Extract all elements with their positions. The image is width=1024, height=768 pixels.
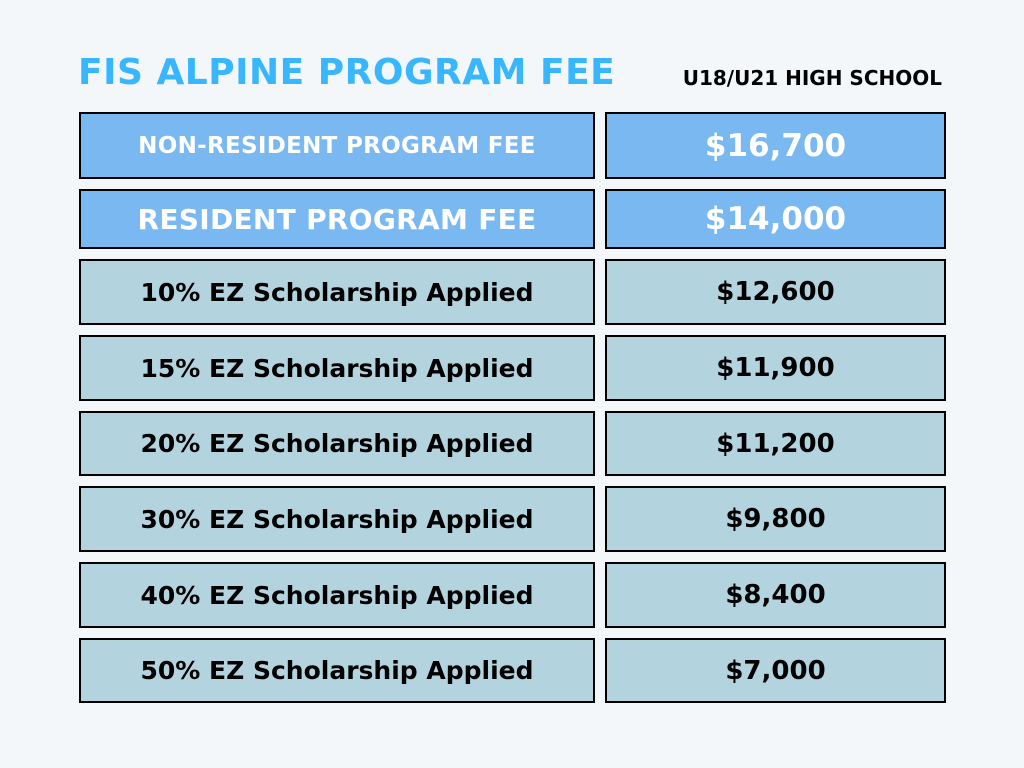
scholarship-amount: $9,800 — [605, 486, 946, 552]
fee-amount: $14,000 — [605, 189, 946, 249]
fee-amount: $16,700 — [605, 112, 946, 179]
scholarship-label: 40% EZ Scholarship Applied — [79, 562, 595, 628]
scholarship-label: 50% EZ Scholarship Applied — [79, 638, 595, 703]
scholarship-amount: $11,900 — [605, 335, 946, 401]
scholarship-amount: $11,200 — [605, 411, 946, 476]
page-title: FIS ALPINE PROGRAM FEE — [78, 52, 616, 93]
scholarship-amount: $12,600 — [605, 259, 946, 325]
scholarship-label: 30% EZ Scholarship Applied — [79, 486, 595, 552]
scholarship-label: 15% EZ Scholarship Applied — [79, 335, 595, 401]
scholarship-amount: $7,000 — [605, 638, 946, 703]
scholarship-label: 20% EZ Scholarship Applied — [79, 411, 595, 476]
page-subtitle: U18/U21 HIGH SCHOOL — [682, 66, 942, 90]
fee-label: RESIDENT PROGRAM FEE — [79, 189, 595, 249]
scholarship-label: 10% EZ Scholarship Applied — [79, 259, 595, 325]
scholarship-amount: $8,400 — [605, 562, 946, 628]
fee-label: NON-RESIDENT PROGRAM FEE — [79, 112, 595, 179]
